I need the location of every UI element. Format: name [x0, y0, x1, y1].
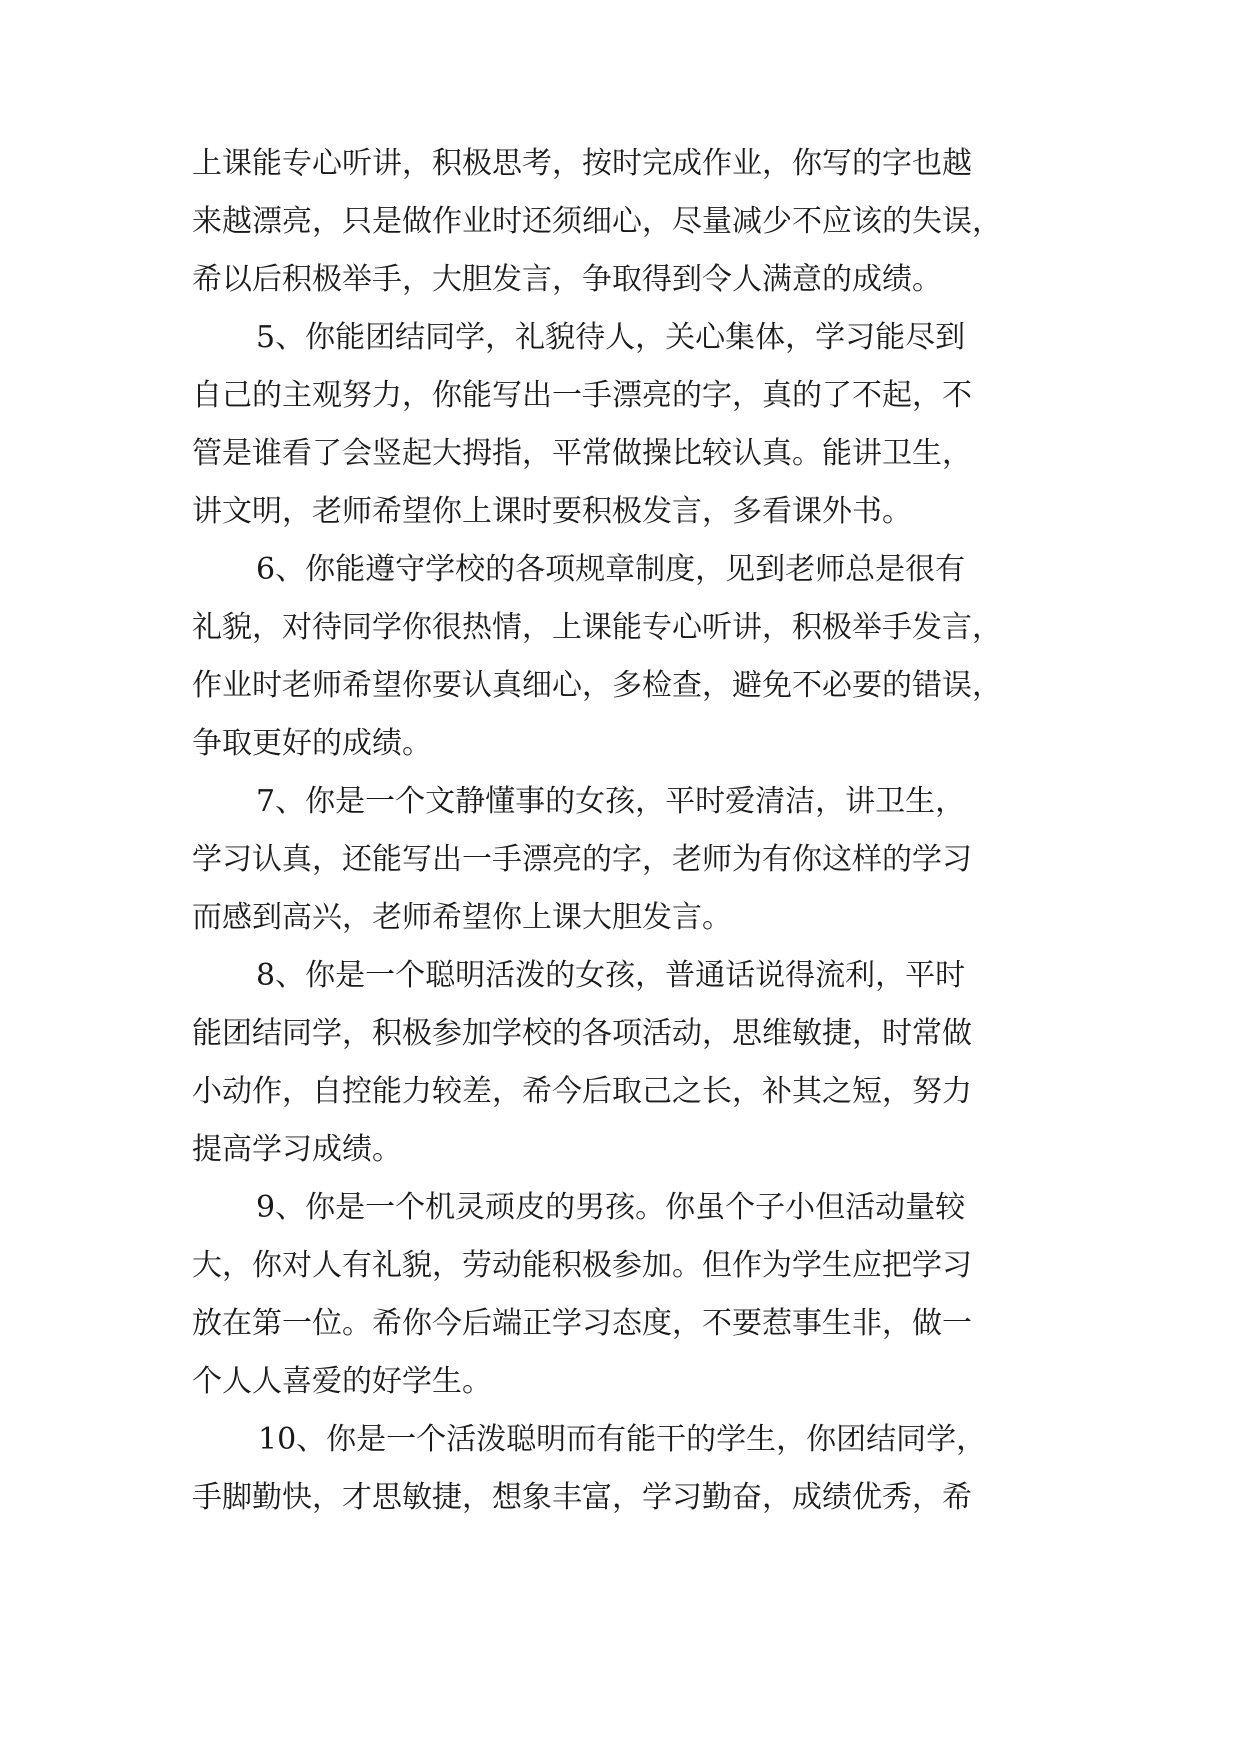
text-line: 能团结同学，积极参加学校的各项活动，思维敏捷，时常做: [192, 1016, 972, 1051]
paragraph-9-first-line: 9、你是一个机灵顽皮的男孩。你虽个子小但活动量较: [256, 1190, 966, 1225]
text-line: 作业时老师希望你要认真细心，多检查，避免不必要的错误，: [192, 668, 1002, 703]
text-line: 希以后积极举手，大胆发言，争取得到令人满意的成绩。: [192, 262, 942, 297]
text-line: 大，你对人有礼貌，劳动能积极参加。但作为学生应把学习: [192, 1248, 972, 1283]
text-line: 礼貌，对待同学你很热情，上课能专心听讲，积极举手发言，: [192, 610, 1002, 645]
text-line: 自己的主观努力，你能写出一手漂亮的字，真的了不起，不: [192, 378, 972, 413]
text-line: 上课能专心听讲，积极思考，按时完成作业，你写的字也越: [192, 146, 972, 181]
text-line: 争取更好的成绩。: [192, 726, 432, 761]
paragraph-7-first-line: 7、你是一个文静懂事的女孩，平时爱清洁，讲卫生，: [256, 784, 966, 819]
paragraph-6-first-line: 6、你能遵守学校的各项规章制度，见到老师总是很有: [256, 552, 966, 587]
text-line: 学习认真，还能写出一手漂亮的字，老师为有你这样的学习: [192, 842, 972, 877]
text-line: 而感到高兴，老师希望你上课大胆发言。: [192, 900, 732, 935]
paragraph-5-first-line: 5、你能团结同学，礼貌待人，关心集体，学习能尽到: [256, 320, 966, 355]
paragraph-8-first-line: 8、你是一个聪明活泼的女孩，普通话说得流利，平时: [256, 958, 966, 993]
text-line: 管是谁看了会竖起大拇指，平常做操比较认真。能讲卫生，: [192, 436, 972, 471]
text-line: 放在第一位。希你今后端正学习态度，不要惹事生非，做一: [192, 1306, 972, 1341]
text-line: 小动作，自控能力较差，希今后取己之长，补其之短，努力: [192, 1074, 972, 1109]
text-line: 手脚勤快，才思敏捷，想象丰富，学习勤奋，成绩优秀，希: [192, 1480, 972, 1515]
paragraph-10-first-line: 10、你是一个活泼聪明而有能干的学生，你团结同学，: [258, 1422, 987, 1457]
text-line: 来越漂亮，只是做作业时还须细心，尽量减少不应该的失误，: [192, 204, 1002, 239]
text-line: 提高学习成绩。: [192, 1132, 402, 1167]
text-line: 个人人喜爱的好学生。: [192, 1364, 492, 1399]
text-line: 讲文明，老师希望你上课时要积极发言，多看课外书。: [192, 494, 912, 529]
